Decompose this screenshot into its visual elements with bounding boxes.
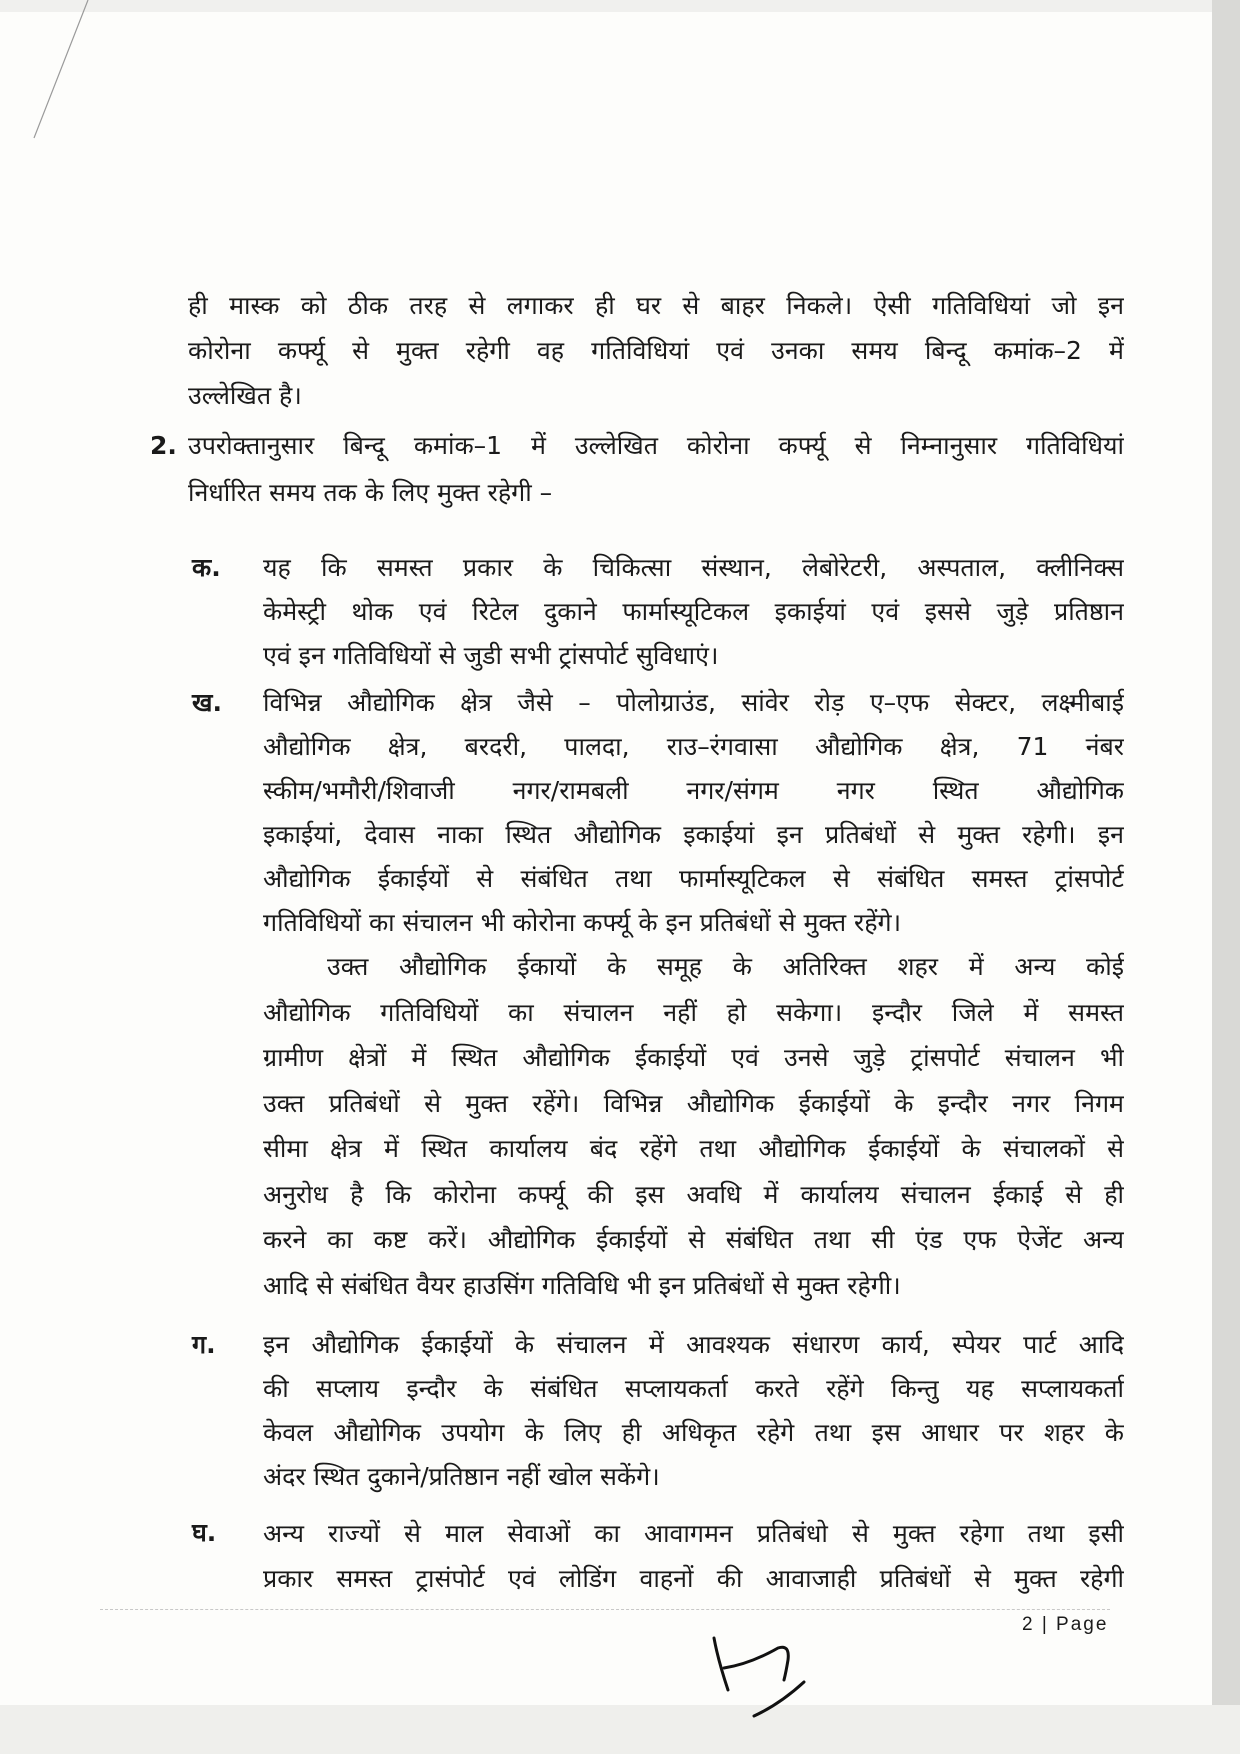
text-line: औद्योगिक ईकाईयों से संबंधित तथा फार्मास्यूटिकल से संबंधित समस्त ट्रांसपोर्ट: [263, 864, 1124, 893]
text-line: आदि से संबंधित वैयर हाउसिंग गतिविधि भी इन प्रतिबंधों से मुक्त रहेगी।: [263, 1270, 901, 1300]
text-line: उक्त प्रतिबंधों से मुक्त रहेंगे। विभिन्न औद्योगिक ईकाईयों के इन्दौर नगर निगम: [263, 1088, 1124, 1118]
text-line: अंदर स्थित दुकाने/प्रतिष्ठान नहीं खोल सकेंगे।: [263, 1462, 660, 1491]
text-line: निर्धारित समय तक के लिए मुक्त रहेगी –: [188, 478, 553, 507]
scan-edge-top: [0, 0, 1240, 12]
text-line: विभिन्न औद्योगिक क्षेत्र जैसे – पोलोग्राउंड, सांवेर रोड़ ए–एफ सेक्टर, लक्ष्मीबाई: [263, 688, 1124, 717]
footer-divider: [100, 1609, 1110, 1610]
scan-edge-bottom: [0, 1705, 1240, 1754]
point-2-text: [188, 422, 1124, 516]
item-ga-text: [263, 1323, 1124, 1499]
page-number: 2 | Page: [1022, 1614, 1109, 1635]
text-line: सीमा क्षेत्र में स्थित कार्यालय बंद रहेंगे तथा औद्योगिक ईकाईयों के संचालकों से: [263, 1134, 1124, 1163]
text-line: स्कीम/भमौरी/शिवाजी नगर/रामबली नगर/संगम नगर स्थित औद्योगिक: [263, 776, 1124, 805]
item-label: ग.: [192, 1330, 216, 1359]
item-label: क.: [192, 553, 221, 582]
text-line: ही मास्क को ठीक तरह से लगाकर ही घर से बाहर निकले। ऐसी गतिविधियां जो इन: [188, 291, 1124, 320]
text-line: एवं इन गतिविधियों से जुडी सभी ट्रांसपोर्ट सुविधाएं।: [263, 641, 719, 670]
item-label: घ.: [192, 1518, 217, 1547]
text-line: ग्रामीण क्षेत्रों में स्थित औद्योगिक ईकाईयों एवं उनसे जुड़े ट्रांसपोर्ट संचालन भी: [263, 1043, 1124, 1072]
text-line: प्रकार समस्त ट्रासंपोर्ट एवं लोडिंग वाहनों की आवाजाही प्रतिबंधों से मुक्त रहेगी: [263, 1564, 1124, 1593]
intro-paragraph: [188, 283, 1124, 418]
item-gha-text: [263, 1511, 1124, 1601]
text-line: इन औद्योगिक ईकाईयों के संचालन में आवश्यक संधारण कार्य, स्पेयर पार्ट आदि: [263, 1330, 1124, 1359]
text-line: की सप्लाय इन्दौर के संबंधित सप्लायकर्ता करते रहेंगे किन्तु यह सप्लायकर्ता: [263, 1374, 1124, 1403]
text-line: इकाईयां, देवास नाका स्थित औद्योगिक इकाईयां इन प्रतिबंधों से मुक्त रहेगी। इन: [263, 820, 1124, 849]
text-line: केवल औद्योगिक उपयोग के लिए ही अधिकृत रहेगे तथा इस आधार पर शहर के: [263, 1418, 1124, 1447]
corner-fold-line: [0, 0, 120, 160]
item-ka-text: [263, 546, 1124, 678]
text-line: उक्त औद्योगिक ईकायों के समूह के अतिरिक्त शहर में अन्य कोई: [327, 952, 1124, 981]
handwritten-signature: [700, 1630, 840, 1730]
text-line: गतिविधियों का संचालन भी कोरोना कर्फ्यू के इन प्रतिबंधों से मुक्त रहेंगे।: [263, 908, 902, 937]
item-kha-paragraph: [263, 944, 1124, 1308]
text-line: करने का कष्ट करें। औद्योगिक ईकाईयों से संबंधित तथा सी एंड एफ ऐजेंट अन्य: [263, 1225, 1124, 1254]
text-line: यह कि समस्त प्रकार के चिकित्सा संस्थान, लेबोरेटरी, अस्पताल, क्लीनिक्स: [263, 553, 1124, 582]
text-line: अन्य राज्यों से माल सेवाओं का आवागमन प्रतिबंधो से मुक्त रहेगा तथा इसी: [263, 1519, 1124, 1548]
item-kha-text: [263, 681, 1124, 945]
text-line: औद्योगिक क्षेत्र, बरदरी, पालदा, राउ–रंगवासा औद्योगिक क्षेत्र, 71 नंबर: [263, 732, 1124, 761]
text-line: अनुरोध है कि कोरोना कर्फ्यू की इस अवधि में कार्यालय संचालन ईकाई से ही: [263, 1179, 1124, 1209]
item-label: ख.: [192, 688, 222, 717]
text-line: उल्लेखित है।: [188, 381, 302, 410]
scan-edge-right: [1212, 0, 1240, 1754]
text-line: औद्योगिक गतिविधियों का संचालन नहीं हो सकेगा। इन्दौर जिले में समस्त: [263, 997, 1124, 1027]
point-number: 2.: [150, 431, 177, 460]
text-line: केमेस्ट्री थोक एवं रिटेल दुकाने फार्मास्यूटिकल इकाईयां एवं इससे जुड़े प्रतिष्ठान: [263, 597, 1124, 626]
text-line: उपरोक्तानुसार बिन्दू कमांक–1 में उल्लेखित कोरोना कर्फ्यू से निम्नानुसार गतिविधियां: [188, 431, 1124, 460]
text-line: कोरोना कर्फ्यू से मुक्त रहेगी वह गतिविधियां एवं उनका समय बिन्दू कमांक–2 में: [188, 336, 1124, 365]
